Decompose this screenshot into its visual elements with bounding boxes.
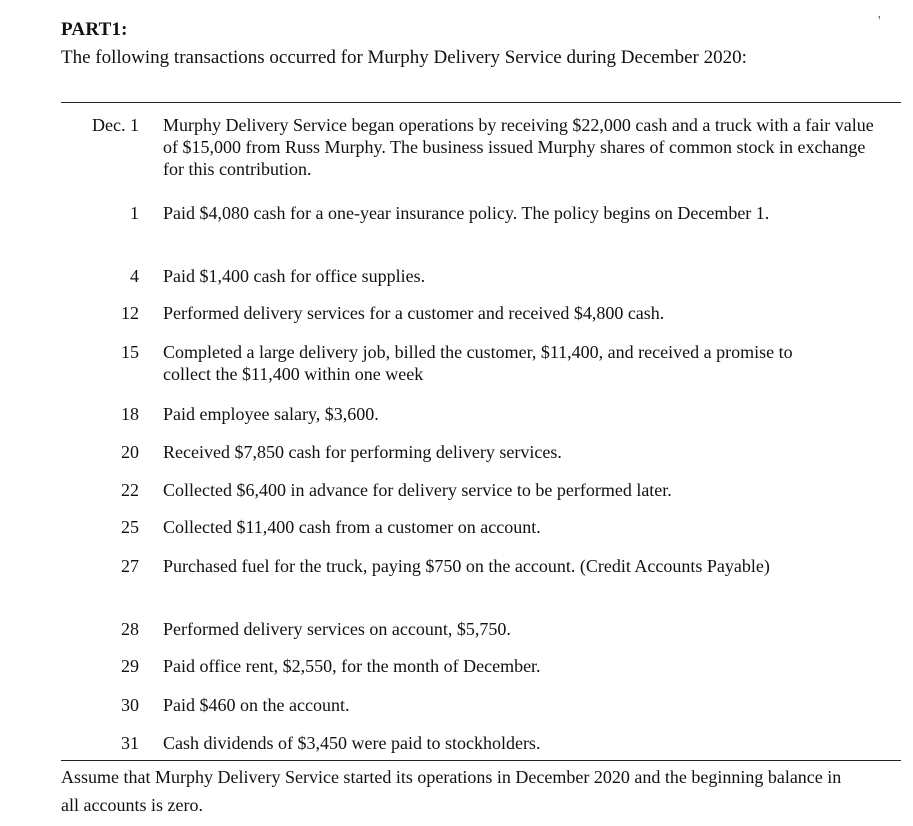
transaction-date: 28 <box>121 619 139 639</box>
corner-mark: ' <box>878 14 881 29</box>
transaction-text: Paid $1,400 cash for office supplies. <box>163 266 426 286</box>
transaction-text: Murphy Delivery Service began operations by receiving $22,000 cash and a truck with a fair value of $15,000 from Russ Murphy. The business issued Murphy shares of common stock in exchange for this contribution. <box>163 115 874 179</box>
transaction-text: Performed delivery services on account, $5,750. <box>163 619 511 639</box>
transaction-date: 18 <box>121 404 139 424</box>
transaction-date: 15 <box>121 342 139 362</box>
transaction-date: 4 <box>130 266 139 286</box>
transaction-date: 27 <box>121 556 139 576</box>
transaction-text: Collected $11,400 cash from a customer on account. <box>163 517 541 537</box>
intro-text: The following transactions occurred for Murphy Delivery Service during December 2020: <box>61 47 747 68</box>
footer-note: Assume that Murphy Delivery Service started its operations in December 2020 and the beginning balance in all accounts is zero. <box>61 767 842 815</box>
transaction-text: Collected $6,400 in advance for delivery service to be performed later. <box>163 480 672 500</box>
transaction-date: 25 <box>121 517 139 537</box>
transaction-date: 1 <box>130 203 139 223</box>
transaction-text: Received $7,850 cash for performing delivery services. <box>163 442 562 462</box>
transaction-date: 29 <box>121 656 139 676</box>
transaction-text: Performed delivery services for a customer and received $4,800 cash. <box>163 303 665 323</box>
bottom-rule <box>61 760 901 761</box>
transaction-date: 20 <box>121 442 139 462</box>
transaction-text: Purchased fuel for the truck, paying $750 on the account. (Credit Accounts Payable) <box>163 556 770 576</box>
transaction-text: Paid office rent, $2,550, for the month of December. <box>163 656 541 676</box>
transaction-text: Paid $460 on the account. <box>163 695 350 715</box>
page-title: PART1: <box>61 19 128 40</box>
top-rule <box>61 102 901 103</box>
transaction-text: Paid employee salary, $3,600. <box>163 404 379 424</box>
transaction-date: 31 <box>121 733 139 753</box>
transaction-date: 12 <box>121 303 139 323</box>
transaction-text: Paid $4,080 cash for a one-year insurance policy. The policy begins on December 1. <box>163 203 770 223</box>
transaction-date: Dec. 1 <box>92 115 139 135</box>
transaction-date: 30 <box>121 695 139 715</box>
transaction-text: Completed a large delivery job, billed the customer, $11,400, and received a promise to collect the $11,400 within one week <box>163 342 793 384</box>
transaction-text: Cash dividends of $3,450 were paid to stockholders. <box>163 733 541 753</box>
transaction-date: 22 <box>121 480 139 500</box>
